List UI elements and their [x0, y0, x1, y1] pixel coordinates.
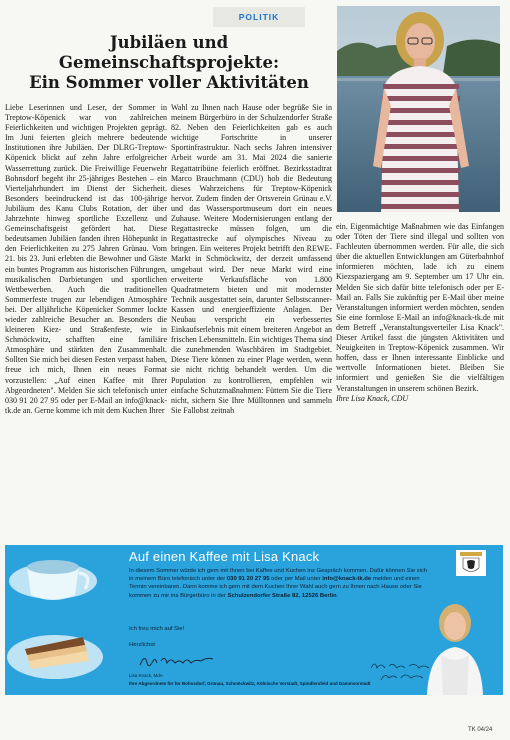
coffee-banner [5, 545, 503, 695]
banner-text-2: oder per Mail unter [271, 576, 321, 583]
column-1-text: Liebe Leserinnen und Leser, der Sommer in Treptow-Köpenick war von zahlreichen Feierlichkeiten und wichtigen Projekten geprägt. Im Juni feierten gleich mehrere bedeutende Institutionen ihre Jubiläen. Der DLRG-Treptow-Köpenick blickt auf zehn Jahre erfolgreicher Wasserrettung zurück. Die Freiwillige Feuerwehr Bohnsdorf begeht ihr 25-jähriges Bestehen – ein Vierteljahrhundert im Dienst der Sicherheit. Besonders beeindruckend ist das 100-jährige Jubiläum des Kanu Clubs Rotation, der über Jahrzehnte hinweg sportliche Exzellenz und Gemeinschaftsgeist gefördert hat. Diese bedeutsamen Jubiläen fanden ihren Höhepunkt in den Feierlichkeiten zu 275 Jahren Grünau. Vom 21. bis 23. Juni erlebten die Bewohner und Gäste ein buntes Programm aus historischen Führungen, musikalischen Darbietungen und sportlichen Wettbewerben. Auch die traditionellen Sommerfeste trugen zur lebendigen Atmosphäre bei. Der alljährliche Köpenicker Sommer lockte wieder zahlreiche Besucher an. Besonders die kleineren Kiez- und Straßenfeste, wie in Schmöckwitz, schafften eine familiäre Atmosphäre und stärkten den Zusammenhalt. Sollten Sie mich bei diesen Festen verpasst haben, freue ich mich, Ihnen ein neues Format vorzustellen: „Auf einen Kaffee mit Ihrer Abgeordneten". Melden Sie sich telefonisch unter 030 91 20 27 95 oder per E-Mail an info@knack-tk.de an. Gerne komme ich mit dem Kuchen Ihrer [5, 103, 167, 415]
banner-text-4: . [336, 592, 339, 599]
author-photo [337, 6, 500, 212]
headline-line-1: Jubiläen und Gemeinschaftsprojekte: [58, 33, 280, 72]
article-column-3 [336, 222, 504, 404]
banner-title: Auf einen Kaffee mit Lisa Knack [129, 549, 320, 564]
article-headline [4, 33, 334, 93]
banner-role: Ihre Abgeordnete für für Bohnsdorf, Grünau, Schmöckwitz, Kölnische Vorstadt, Spindlersfeld und Dammvorstadt [129, 681, 371, 686]
headline-line-2: Ein Sommer voller Aktivitäten [29, 73, 309, 92]
banner-address: Schulzendorfer Straße 82, 12526 Berlin [227, 592, 337, 599]
banner-text [129, 567, 429, 600]
article-signature: Ihre Lisa Knack, CDU [336, 393, 409, 403]
article-column-2 [171, 103, 332, 416]
article-column-1 [5, 103, 167, 416]
handwritten-signature [137, 649, 217, 671]
column-3-text: ein. Eigenmächtige Maßnahmen wie das Einfangen oder Töten der Tiere sind illegal und sollten von Fachleuten übernommen werden. Für alle, die sich über die aktuellen Entwicklungen am Güterbahnhof informieren möchten, lade ich zu einem Kiezspaziergang am 9. September um 17 Uhr ein. Melden Sie sich dafür bitte telefonisch oder per E-Mail an. Falls Sie zukünftig per E-Mail über meine Veranstaltungen informiert werden möchten, senden Sie eine formlose E-Mail an info@knack-tk.de mit dem Betreff „Veranstaltungsverteiler Lisa Knack". Dieser Artikel fasst die jüngsten Aktivitäten und Neuigkeiten in Treptow-Köpenick zusammen. Wir hoffen, dass er Ihnen interessante Einblicke und wertvolle Informationen bietet. Bleiben Sie informiert und genießen Sie die vielfältigen Veranstaltungen in unserem schönen Bezirk. [336, 222, 504, 393]
banner-text-3: melden und einen Termin vereinbaren. Dann komme ich gern mit dem Kuchen Ihrer Wahl auch gern zu Ihnen nach Hause oder Sie kommen zu mir ins Bürgerbüro in der [129, 576, 422, 599]
banner-phone: 030 91 20 27 95 [226, 576, 270, 583]
banner-text-1: In diesem Sommer würde ich gern mit Ihnen bei Kaffee und Kuchen ins Gespräch kommen. Dafür können Sie sich in meinem Büro telefonisch unter der [129, 568, 428, 583]
banner-name: Lisa Knack, MdA [129, 673, 163, 678]
banner-email: info@knack-tk.de [322, 576, 372, 583]
section-tag: POLITIK [213, 7, 305, 27]
banner-greeting: Ich freu mich auf Sie! [129, 626, 185, 632]
banner-regards: Herzlichst [129, 642, 155, 648]
column-2-text: Wahl zu Ihnen nach Hause oder begrüße Sie in meinem Bürgerbüro in der Schulzendorfer Straße 82. Neben den Feierlichkeiten gab es auch wichtige Fortschritte in unserer Sportinfrastruktur. Nach sechs Jahren intensiver Arbeit wurde am 31. Mai 2024 die sanierte Regattatribüne feierlich eröffnet. Bezirksstadtrat Marco Brauchmann (CDU) hob die Bedeutung dieses Wahrzeichens für Treptow-Köpenick hervor. Zudem finden der Ortsverein Grünau e.V. und das Wassersportmuseum dort ein neues Zuhause. Weitere Modernisierungen entlang der Regattastrecke müssen folgen, um die Regattastrecke auf olympisches Niveau zu bringen. Ein weiteres Projekt betrifft den REWE-Markt in Schmöckwitz, der derzeit umfassend umgebaut wird. Der neue Markt wird eine erweiterte Verkaufsfläche von 1.800 Quadratmetern bieten und mit modernster Technik ausgestattet sein, darunter Selbstscanner-Kassen und energieeffiziente Anlagen. Der Neubau verspricht ein verbessertes Einkaufserlebnis mit einem breiteren Angebot an frischen Lebensmitteln. Ein wichtiges Thema sind die zunehmenden Waschbären im Stadtgebiet. Diese Tiere können zu einer Plage werden, wenn sie nicht richtig behandelt werden. Um die Population zu kontrollieren, empfehlen wir einfache Schutzmaßnahmen: Füttern Sie die Tiere nicht, sichern Sie Ihre Mülltonnen und sammeln Sie Fallobst zeitnah [171, 103, 332, 415]
issue-footer: TK 04/24 [468, 727, 493, 733]
coffee-cake-illustration [5, 545, 127, 695]
lisa-knack-portrait [423, 601, 487, 695]
berlin-crest-badge [456, 550, 486, 576]
